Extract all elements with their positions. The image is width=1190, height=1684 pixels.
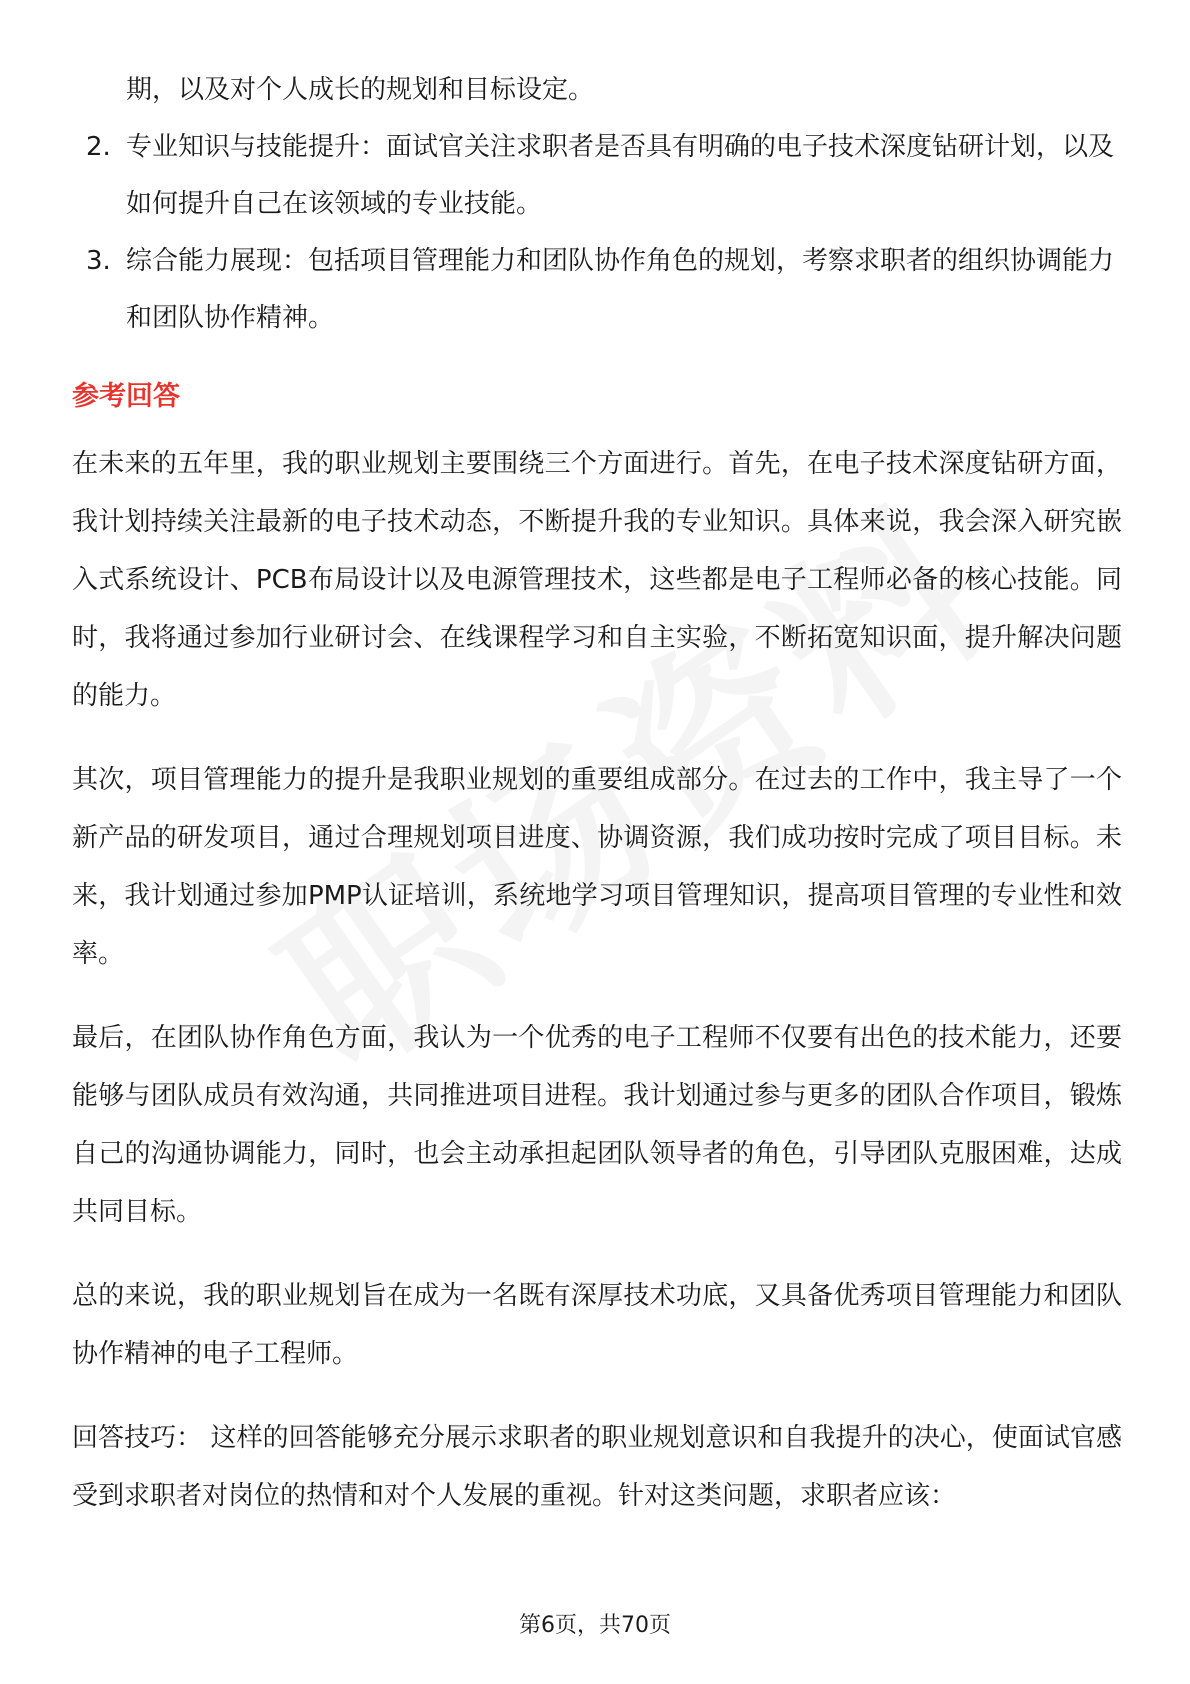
paragraph: 在未来的五年里，我的职业规划主要围绕三个方面进行。首先，在电子技术深度钻研方面，我计划持续关注最新的电子技术动态，不断提升我的专业知识。具体来说，我会深入研究嵌入式系统设计、PCB布局设计以及电源管理技术，这些都是电子工程师必备的核心技能。同时，我将通过参加行业研讨会、在线课程学习和自主实验，不断拓宽知识面，提升解决问题的能力。 (72, 449, 1122, 711)
section-heading: 参考回答 (72, 381, 180, 412)
paragraph: 其次，项目管理能力的提升是我职业规划的重要组成部分。在过去的工作中，我主导了一个新产品的研发项目，通过合理规划项目进度、协调资源，我们成功按时完成了项目目标。未来，我计划通过参加PMP认证培训，系统地学习项目管理知识，提高项目管理的专业性和效率。 (72, 765, 1122, 969)
list-item-number: 3. (86, 246, 111, 276)
list-item (72, 119, 1122, 233)
list-item-number: 2. (86, 132, 111, 162)
paragraph: 总的来说，我的职业规划旨在成为一名既有深厚技术功底，又具备优秀项目管理能力和团队协作精神的电子工程师。 (72, 1281, 1122, 1369)
page-content (72, 62, 1122, 1551)
page-number: 第6页，共70页 (519, 1613, 671, 1638)
paragraph: 最后，在团队协作角色方面，我认为一个优秀的电子工程师不仅要有出色的技术能力，还要能够与团队成员有效沟通，共同推进项目进程。我计划通过参与更多的团队合作项目，锻炼自己的沟通协调能力，同时，也会主动承担起团队领导者的角色，引导团队克服困难，达成共同目标。 (72, 1023, 1122, 1227)
list-item-text: 综合能力展现：包括项目管理能力和团队协作角色的规划，考察求职者的组织协调能力和团队协作精神。 (126, 246, 1115, 333)
list-item-continuation: 期，以及对个人成长的规划和目标设定。 (126, 75, 595, 105)
paragraph-tips: 回答技巧： 这样的回答能够充分展示求职者的职业规划意识和自我提升的决心，使面试官感受到求职者对岗位的热情和对个人发展的重视。针对这类问题，求职者应该： (72, 1423, 1122, 1511)
list-item (72, 233, 1122, 347)
list-item-text: 专业知识与技能提升：面试官关注求职者是否具有明确的电子技术深度钻研计划，以及如何提升自己在该领域的专业技能。 (126, 132, 1115, 219)
